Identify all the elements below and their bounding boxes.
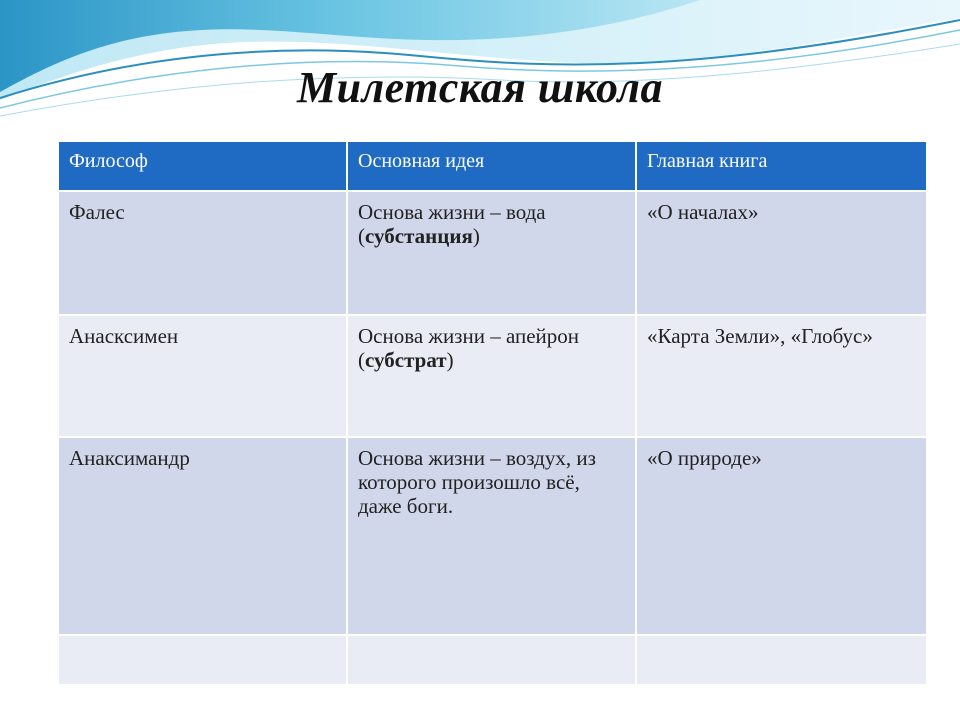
column-header-idea: Основная идея xyxy=(347,141,636,191)
idea-text: Основа жизни – апейрон ( xyxy=(358,324,580,372)
philosopher-cell: Анасксимен xyxy=(58,315,347,437)
idea-text-end: ) xyxy=(446,348,454,372)
book-cell: «Карта Земли», «Глобус» xyxy=(636,315,927,437)
table-row-empty xyxy=(58,635,927,685)
column-header-philosopher: Философ xyxy=(58,141,347,191)
idea-text-end: ) xyxy=(472,224,480,248)
book-cell: «О природе» xyxy=(636,437,927,635)
idea-term: субстанция xyxy=(365,224,473,248)
table-header-row xyxy=(58,141,927,191)
page-title: Милетская школа xyxy=(296,63,663,112)
philosopher-cell: Фалес xyxy=(58,191,347,315)
column-header-book: Главная книга xyxy=(636,141,927,191)
table-row xyxy=(58,191,927,315)
idea-text: Основа жизни – вода ( xyxy=(358,200,546,248)
idea-cell: Основа жизни – воздух, из которого произошло всё, даже боги. xyxy=(347,437,636,635)
philosophers-table xyxy=(57,140,928,686)
philosopher-cell xyxy=(58,635,347,685)
idea-cell xyxy=(347,635,636,685)
idea-cell xyxy=(347,315,636,437)
idea-term: субстрат xyxy=(365,348,447,372)
table-row xyxy=(58,315,927,437)
philosopher-cell: Анаксимандр xyxy=(58,437,347,635)
book-cell: «О началах» xyxy=(636,191,927,315)
idea-cell xyxy=(347,191,636,315)
book-cell xyxy=(636,635,927,685)
table-row xyxy=(58,437,927,635)
